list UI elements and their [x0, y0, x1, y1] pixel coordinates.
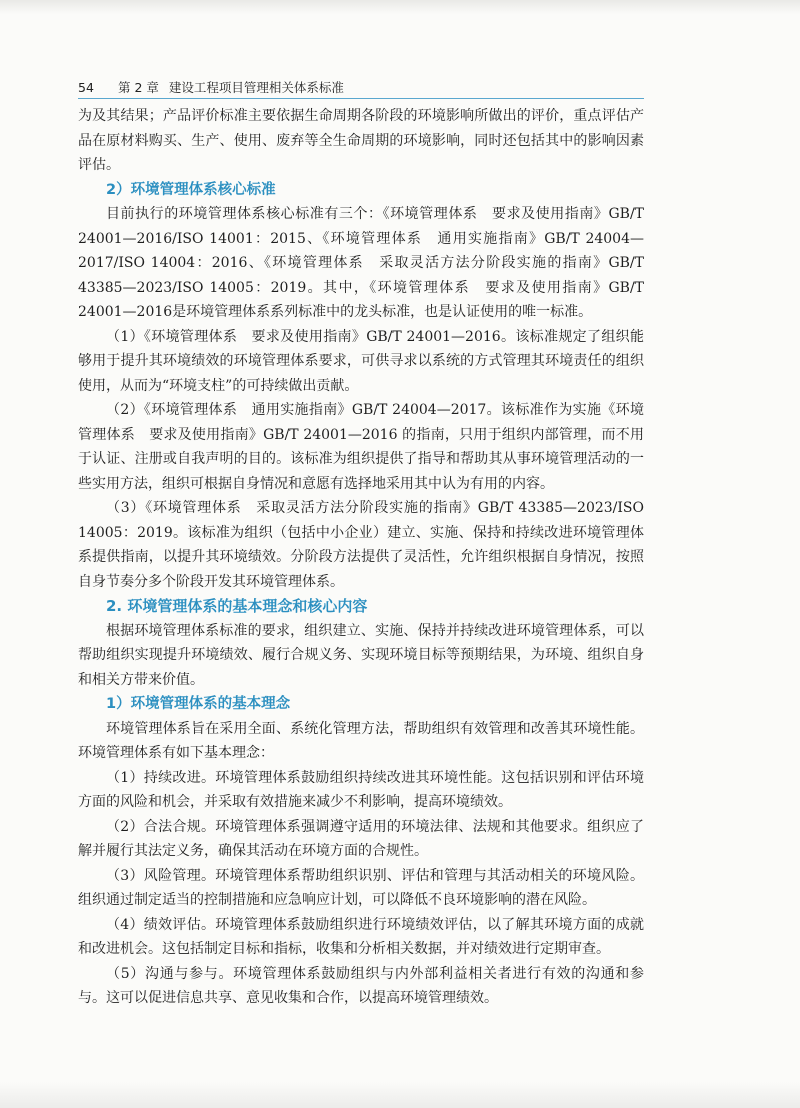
chapter-label: 第 2 章	[118, 80, 159, 95]
paragraph-basic-concepts: 环境管理体系旨在采用全面、系统化管理方法，帮助组织有效管理和改善其环境性能。环境管理体系有如下基本理念：	[78, 720, 644, 761]
paragraph-standard-2: （2）《环境管理体系 通用实施指南》GB/T 24004—2017。该标准作为实施《环境管理体系 要求及使用指南》GB/T 24001—2016 的指南，只用于组织内部管理，而不用于认证、注册或自我声明的目的。该标准为组织提供了指导和帮助其从事环境管理活动的一些实用方法，组织可根据自身情况和意愿有选择地采用其中认为有用的内容。	[78, 402, 644, 492]
chapter-title: 建设工程项目管理相关体系标准	[168, 80, 344, 95]
paragraph-concept-4: （4）绩效评估。环境管理体系鼓励组织进行环境绩效评估，以了解其环境方面的成就和改进机会。这包括制定目标和指标，收集和分析相关数据，并对绩效进行定期审查。	[78, 916, 644, 957]
paragraph-concept-1: （1）持续改进。环境管理体系鼓励组织持续改进其环境性能。这包括识别和评估环境方面的风险和机会，并采取有效措施来减少不利影响，提高环境绩效。	[78, 769, 644, 810]
subheading-core-standards: 2）环境管理体系核心标准	[106, 181, 276, 198]
scan-bottom-edge	[0, 1082, 800, 1108]
scan-top-edge	[0, 0, 800, 14]
section-heading-2: 2. 环境管理体系的基本理念和核心内容	[106, 597, 368, 615]
page-number: 54	[78, 80, 94, 95]
paragraph-continuation: 为及其结果；产品评价标准主要依据生命周期各阶段的环境影响所做出的评价，重点评估产品在原材料购买、生产、使用、废弃等全生命周期的环境影响，同时还包括其中的影响因素评估。	[78, 108, 644, 173]
page-body	[78, 104, 644, 1011]
paragraph-concept-5: （5）沟通与参与。环境管理体系鼓励组织与内外部利益相关者进行有效的沟通和参与。这可以促进信息共享、意见收集和合作，以提高环境管理绩效。	[78, 965, 644, 1006]
paragraph-section-2-intro: 根据环境管理体系标准的要求，组织建立、实施、保持并持续改进环境管理体系，可以帮助组织实现提升环境绩效、履行合规义务、实现环境目标等预期结果，为环境、组织自身和相关方带来价值。	[78, 622, 644, 688]
paragraph-concept-3: （3）风险管理。环境管理体系帮助组织识别、评估和管理与其活动相关的环境风险。组织通过制定适当的控制措施和应急响应计划，可以降低不良环境影响的潜在风险。	[78, 867, 644, 908]
header-divider	[78, 98, 644, 99]
paragraph-core-standards: 目前执行的环境管理体系核心标准有三个：《环境管理体系 要求及使用指南》GB/T 24001—2016/ISO 14001：2015、《环境管理体系 通用实施指南》GB/T 24004—2017/ISO 14004：2016、《环境管理体系 采取灵活方法分阶段实施的指南》GB/T 43385—2023/ISO 14005：2019。其中，《环境管理体系 要求及使用指南》GB/T 24001—2016是环境管理体系系列标准中的龙头标准，也是认证使用的唯一标准。	[78, 206, 644, 320]
running-header	[78, 78, 644, 98]
paragraph-standard-1: （1）《环境管理体系 要求及使用指南》GB/T 24001—2016。该标准规定了组织能够用于提升其环境绩效的环境管理体系要求，可供寻求以系统的方式管理其环境责任的组织使用，从而为“环境支柱”的可持续做出贡献。	[78, 328, 644, 394]
subheading-basic-concepts: 1）环境管理体系的基本理念	[106, 696, 291, 712]
paragraph-concept-2: （2）合法合规。环境管理体系强调遵守适用的环境法律、法规和其他要求。组织应了解并履行其法定义务，确保其活动在环境方面的合规性。	[78, 818, 644, 859]
paragraph-standard-3: （3）《环境管理体系 采取灵活方法分阶段实施的指南》GB/T 43385—2023/ISO 14005：2019。该标准为组织（包括中小企业）建立、实施、保持和持续改进环境管理体系提供指南，以提升其环境绩效。分阶段方法提供了灵活性，允许组织根据自身情况，按照自身节奏分多个阶段开发其环境管理体系。	[78, 500, 644, 590]
